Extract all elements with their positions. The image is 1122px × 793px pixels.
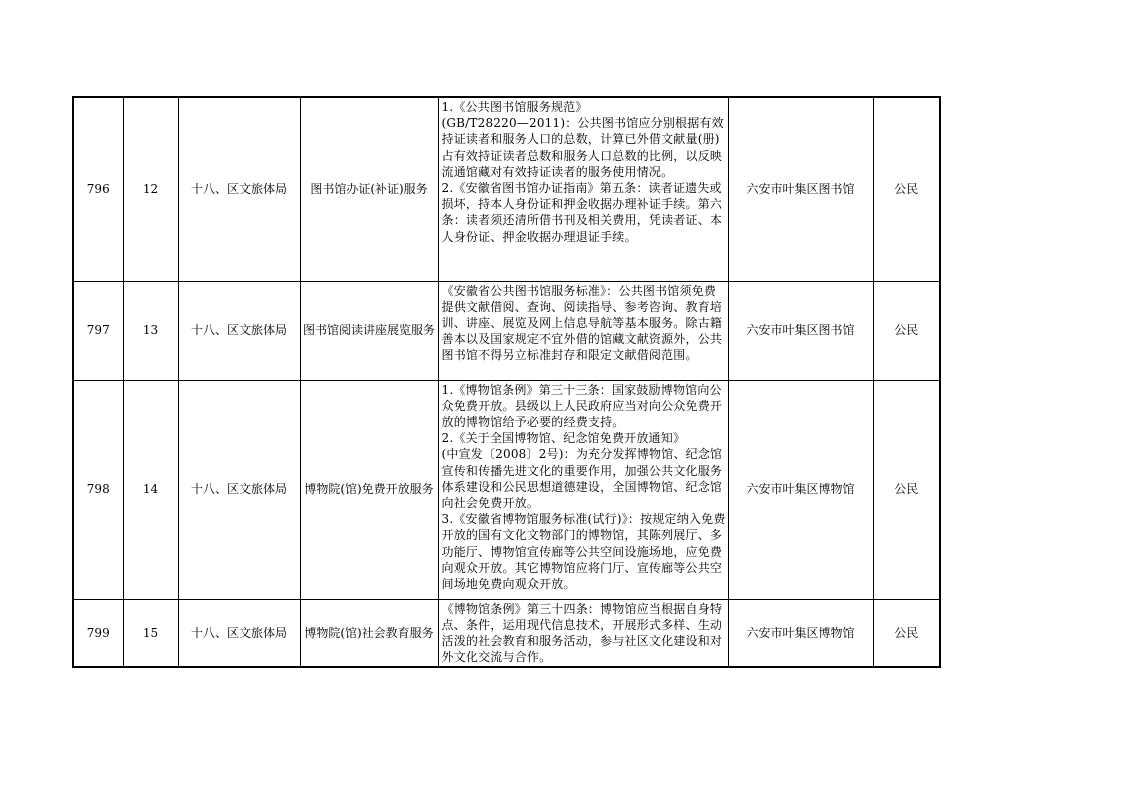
legal-basis-cell [438,599,728,667]
service-target-cell: 公民 [873,97,940,281]
sub-number-cell: 13 [123,281,178,380]
row-number-cell: 796 [73,97,123,281]
legal-basis-cell [438,97,728,281]
legal-basis-paragraph: 《博物馆条例》第三十四条：博物馆应当根据自身特点、条件，运用现代信息技术，开展形式多样、生动活泼的社会教育和服务活动，参与社区文化建设和对外文化交流与合作。 [441,601,723,665]
department-cell: 十八、区文旅体局 [178,97,300,281]
sub-number-cell: 15 [123,599,178,667]
table-row [73,281,940,380]
legal-basis-cell [438,281,728,380]
service-item-cell: 博物院(馆)免费开放服务 [300,380,438,599]
legal-basis-paragraph: 2.《安徽省图书馆办证指南》第五条：读者证遗失或损坏，持本人身份证和押金收据办理补证手续。第六条：读者须还清所借书刊及相关费用，凭读者证、本人身份证、押金收据办理退证手续。 [441,181,723,244]
service-target-cell: 公民 [873,380,940,599]
legal-basis-paragraph: 1.《博物馆条例》第三十三条：国家鼓励博物馆向公众免费开放。县级以上人民政府应当对向公众免费开放的博物馆给予必要的经费支持。 [441,382,723,429]
table-row [73,599,940,667]
table-row [73,380,940,599]
department-cell: 十八、区文旅体局 [178,281,300,380]
service-target-cell: 公民 [873,599,940,667]
legal-basis-paragraph: 2.《关于全国博物馆、纪念馆免费开放通知》 [441,431,686,446]
legal-basis-paragraph: 3.《安徽省博物馆服务标准(试行)》：按规定纳入免费开放的国有文化文物部门的博物馆，其陈列展厅、多功能厅、博物馆宣传廊等公共空间设施场地，应免费向观众开放。其它博物馆应将门厅、宣传廊等公共空间场地免费向观众开放。 [441,512,726,591]
table-row [73,97,940,281]
implementing-unit-cell: 六安市叶集区图书馆 [728,281,873,380]
implementing-unit-cell: 六安市叶集区博物馆 [728,380,873,599]
service-item-cell: 博物院(馆)社会教育服务 [300,599,438,667]
legal-basis-paragraph: 《安徽省公共图书馆服务标准》：公共图书馆须免费提供文献借阅、查询、阅读指导、参考咨询、教育培训、讲座、展览及网上信息导航等基本服务。除古籍善本以及国家规定不宜外借的馆藏文献资源外，公共图书馆不得另立标准封存和限定文献借阅范围。 [441,283,723,363]
legal-basis-paragraph: (中宣发〔2008〕2号)：为充分发挥博物馆、纪念馆宣传和传播先进文化的重要作用，加强公共文化服务体系建设和公民思想道德建设，全国博物馆、纪念馆向社会免费开放。 [441,447,723,510]
sub-number-cell: 14 [123,380,178,599]
row-number-cell: 798 [73,380,123,599]
row-number-cell: 799 [73,599,123,667]
service-item-cell: 图书馆办证(补证)服务 [300,97,438,281]
service-item-cell: 图书馆阅读讲座展览服务 [300,281,438,380]
sub-number-cell: 12 [123,97,178,281]
legal-basis-cell [438,380,728,599]
service-list-table [72,96,941,668]
implementing-unit-cell: 六安市叶集区博物馆 [728,599,873,667]
row-number-cell: 797 [73,281,123,380]
legal-basis-paragraph: (GB/T28220—2011)：公共图书馆应分别根据有效持证读者和服务人口的总数，计算已外借文献量(册)占有效持证读者总数和服务人口总数的比例，以反映流通馆藏对有效持证读者的服务使用情况。 [441,116,724,179]
implementing-unit-cell: 六安市叶集区图书馆 [728,97,873,281]
department-cell: 十八、区文旅体局 [178,380,300,599]
department-cell: 十八、区文旅体局 [178,599,300,667]
service-target-cell: 公民 [873,281,940,380]
legal-basis-paragraph: 1.《公共图书馆服务规范》 [441,100,588,114]
